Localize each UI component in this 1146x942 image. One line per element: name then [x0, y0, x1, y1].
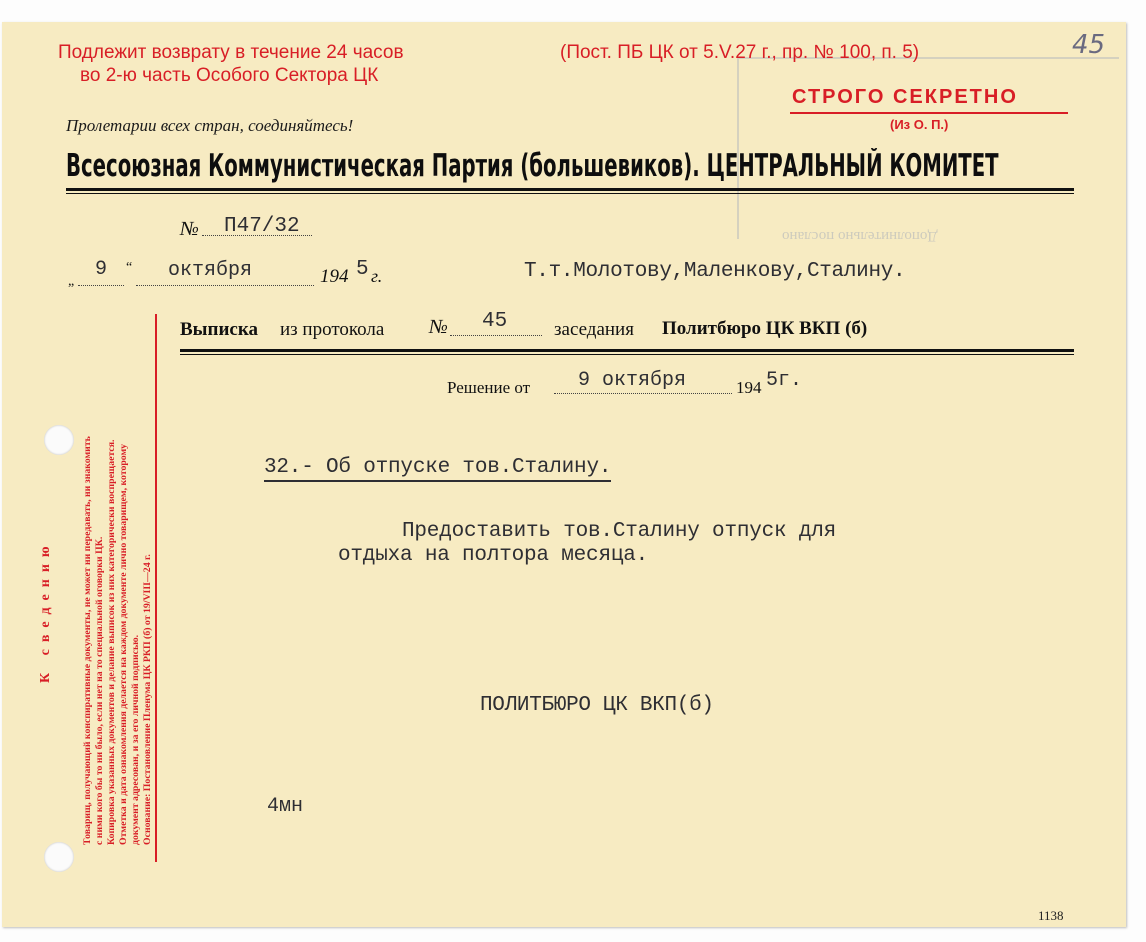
date-year-g: г.	[371, 266, 383, 286]
sidebar-line5: документ адресован, и за его личной подписью.	[130, 634, 141, 845]
signature: ПОЛИТБЮРО ЦК ВКП(б)	[480, 694, 714, 717]
date-close-quote: “	[126, 260, 133, 275]
agenda-item-text: 32.- Об отпуске тов.Сталину.	[264, 456, 611, 482]
decision-text-line1: Предоставить тов.Сталину отпуск для	[402, 520, 837, 543]
date-day: 9	[95, 258, 108, 281]
sidebar-line2: с ними кого бы то ни было, если нет на то специальной оговорки ЦК.	[94, 536, 105, 845]
decision-year-suffix: 5г.	[766, 369, 803, 392]
agenda-item	[264, 456, 611, 479]
sidebar-line3: Копировка указанных документов и делание выписок из них категорически воспрещается.	[106, 439, 117, 845]
sidebar-line1: Товарищ, получающий конспиративные документы, не может ни передавать, ни знакомить	[82, 436, 93, 845]
party-title: Всесоюзная Коммунистическая Партия (большевиков). ЦЕНТРАЛЬНЫЙ КОМИТЕТ	[66, 148, 999, 184]
return-notice-line2: во 2-ю часть Особого Сектора ЦК	[80, 65, 379, 86]
slogan: Пролетарии всех стран, соединяйтесь!	[66, 116, 354, 135]
decision-label: Решение от	[447, 378, 531, 397]
sheet-number: 1138	[1038, 908, 1064, 923]
date-month: октября	[168, 259, 253, 282]
typist-mark: 4мн	[267, 795, 304, 818]
month-dotted-line	[136, 285, 314, 286]
recipients: Т.т.Молотову,Маленкову,Сталину.	[524, 260, 906, 283]
sidebar-red-rule	[155, 314, 157, 862]
decision-dotted-line	[554, 393, 732, 394]
return-notice-line1: Подлежит возврату в течение 24 часов	[58, 42, 404, 63]
extract-label-part1: Выписка	[180, 319, 258, 340]
punch-hole-bottom	[44, 842, 74, 872]
secrecy-underline	[790, 112, 1068, 114]
protocol-dotted-line	[450, 335, 542, 336]
sidebar-title: К сведению	[38, 539, 53, 683]
secrecy-source: (Из О. П.)	[890, 117, 949, 132]
extract-body: Политбюро ЦК ВКП (б)	[662, 318, 868, 339]
title-rule-thin	[66, 193, 1074, 194]
resolution-reference: (Пост. ПБ ЦК от 5.V.27 г., пр. № 100, п. 5)	[560, 42, 920, 63]
document-sheet	[2, 22, 1126, 927]
date-year-suffix: 5	[356, 258, 369, 281]
archive-page-number: 45	[1072, 30, 1106, 60]
decision-text-line2: отдыха на полтора месяца.	[338, 544, 649, 567]
protocol-number-label: №	[429, 316, 448, 338]
extract-rule-thin	[180, 354, 1074, 355]
extract-rule-thick	[180, 349, 1074, 352]
sidebar-line6: Основание: Постановление Пленума ЦК РКП (б) от 19/VIII—24 г.	[142, 554, 153, 845]
title-rule-thick	[66, 188, 1074, 191]
extract-label-part2: из протокола	[280, 319, 385, 340]
secrecy-stamp: СТРОГО СЕКРЕТНО	[792, 86, 1018, 108]
number-label: №	[180, 218, 199, 240]
date-year-prefix: 194	[320, 266, 349, 287]
punch-hole-top	[44, 425, 74, 455]
document-number: П47/32	[224, 215, 300, 238]
day-dotted-line	[78, 285, 124, 286]
decision-date: 9 октября	[578, 369, 687, 392]
decision-year-prefix: 194	[736, 378, 762, 397]
protocol-number: 45	[482, 310, 508, 333]
extract-label-part3: заседания	[554, 319, 634, 340]
bleed-through-stamp-text: Дополнительно послано	[782, 228, 938, 244]
date-open-quote: „	[68, 274, 75, 289]
sidebar-line4: Отметка и дата ознакомления делается на каждом документе лично товарищем, которому	[118, 443, 129, 845]
